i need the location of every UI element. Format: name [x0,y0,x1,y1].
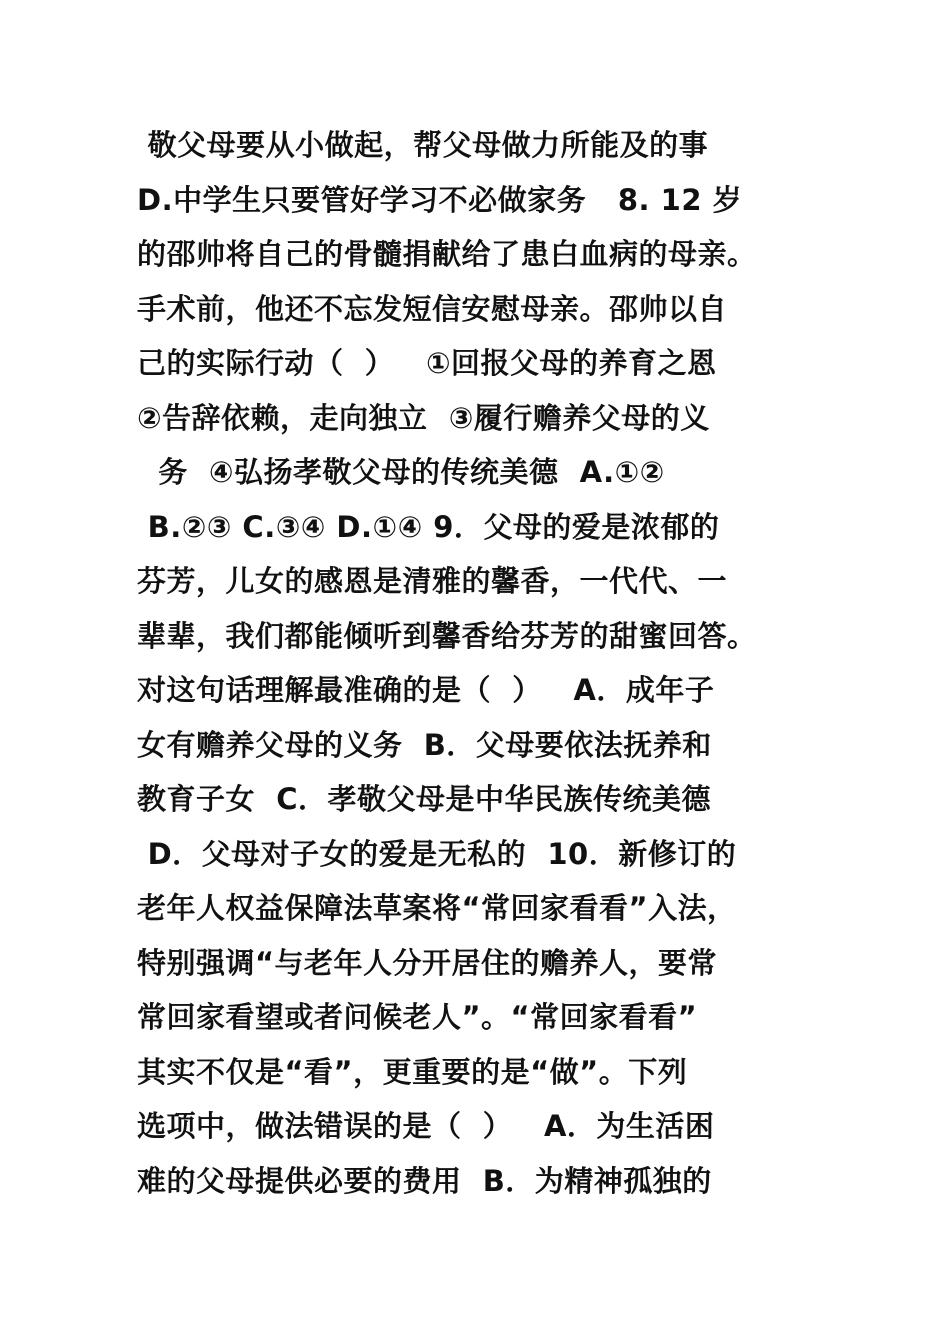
text-line: D.中学生只要管好学习不必做家务 8. 12 岁 [137,182,743,217]
text-line: 其实不仅是“看”，更重要的是“做”。下列 [137,1054,688,1089]
text-line: 常回家看望或者问候老人”。“常回家看看” [137,1000,698,1034]
text-line: ②告辞依赖，走向独立 ③履行赡养父母的义 [137,400,710,435]
document-body [137,118,897,1208]
text-line: 教育子女 C．孝敬父母是中华民族传统美德 [137,782,711,816]
text-line: 选项中，做法错误的是（ ） A．为生活困 [137,1109,715,1143]
text-line: 难的父母提供必要的费用 B．为精神孤独的 [137,1163,712,1198]
text-line: 的邵帅将自己的骨髓捐献给了患白血病的母亲。 [137,237,757,271]
text-line: 芬芳，儿女的感恩是清雅的馨香，一代代、一 [137,564,728,598]
text-line: 敬父母要从小做起，帮父母做力所能及的事 [137,128,709,162]
text-line: D．父母对子女的爱是无私的 10．新修订的 [137,836,737,871]
text-line: 务 ④弘扬孝敬父母的传统美德 A.①② [137,455,665,489]
text-line: 女有赡养父母的义务 B．父母要依法抚养和 [137,727,712,762]
text-line: 特别强调“与老年人分开居住的赡养人，要常 [137,945,718,980]
text-line: 手术前，他还不忘发短信安慰母亲。邵帅以自 [137,291,728,326]
text-line: 辈辈，我们都能倾听到馨香给芬芳的甜蜜回答。 [137,618,757,653]
text-line: 对这句话理解最准确的是（ ） A．成年子 [137,673,715,707]
text-line: 老年人权益保障法草案将“常回家看看”入法， [137,891,737,925]
text-line: B.②③ C.③④ D.①④ 9．父母的爱是浓郁的 [137,509,720,544]
text-line: 己的实际行动（ ） ①回报父母的养育之恩 [137,346,717,380]
